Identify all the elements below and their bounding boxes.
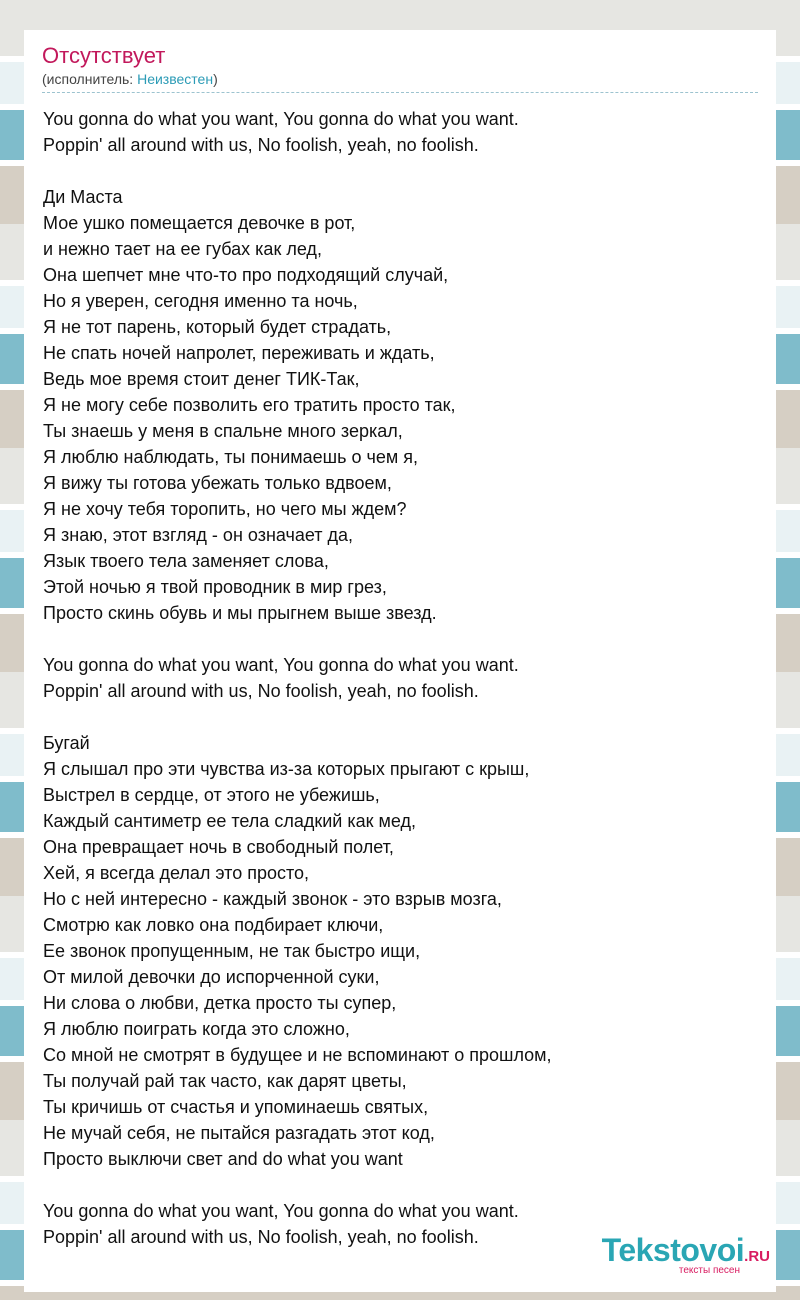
artist-link[interactable]: Неизвестен — [137, 71, 214, 87]
lyric-line: Ты получай рай так часто, как дарят цветы, — [43, 1071, 407, 1091]
lyric-line: Я люблю поиграть когда это сложно, — [43, 1019, 350, 1039]
lyric-line: От милой девочки до испорченной суки, — [43, 967, 380, 987]
lyric-line: Язык твоего тела заменяет слова, — [43, 551, 329, 571]
lyric-line: You gonna do what you want, You gonna do what you want. — [43, 1201, 519, 1221]
lyric-line: Не спать ночей напролет, переживать и ждать, — [43, 343, 435, 363]
site-logo[interactable] — [602, 1234, 770, 1276]
lyric-line: Она шепчет мне что-то про подходящий случай, — [43, 265, 449, 285]
lyric-line: Просто выключи свет and do what you want — [43, 1149, 403, 1169]
lyric-line: Выстрел в сердце, от этого не убежишь, — [43, 785, 380, 805]
lyric-line: Я вижу ты готова убежать только вдвоем, — [43, 473, 392, 493]
lyric-line: Poppin' all around with us, No foolish, yeah, no foolish. — [43, 135, 479, 155]
lyric-line: Просто скинь обувь и мы прыгнем выше звезд. — [43, 603, 437, 623]
lyric-line: Этой ночью я твой проводник в мир грез, — [43, 577, 387, 597]
lyric-line: Я слышал про эти чувства из-за которых прыгают с крыш, — [43, 759, 530, 779]
lyric-line: Хей, я всегда делал это просто, — [43, 863, 310, 883]
logo-domain: .RU — [744, 1248, 770, 1265]
stanza — [43, 652, 759, 704]
logo-wordmark: Tekstovoi — [601, 1232, 745, 1268]
lyric-line: Я знаю, этот взгляд - он означает да, — [43, 525, 354, 545]
lyric-line: Ведь мое время стоит денег ТИК-Так, — [43, 369, 360, 389]
lyric-line: Poppin' all around with us, No foolish, yeah, no foolish. — [43, 681, 479, 701]
song-title: Отсутствует — [42, 43, 166, 68]
stanza — [43, 106, 759, 158]
lyric-line: Ни слова о любви, детка просто ты супер, — [43, 993, 397, 1013]
lyric-line: Я не могу себе позволить его тратить просто так, — [43, 395, 456, 415]
lyric-line: Я люблю наблюдать, ты понимаешь о чем я, — [43, 447, 418, 467]
logo-tagline: тексты песен — [678, 1265, 740, 1276]
lyric-line: Ее звонок пропущенным, не так быстро ищи, — [43, 941, 421, 961]
lyric-line: Смотрю как ловко она подбирает ключи, — [43, 915, 384, 935]
lyric-line: Ты знаешь у меня в спальне много зеркал, — [43, 421, 403, 441]
stanza-label: Ди Маста — [43, 187, 123, 207]
lyric-line: Я не хочу тебя торопить, но чего мы ждем? — [43, 499, 407, 519]
song-header — [42, 42, 758, 93]
artist-prefix: (исполнитель: — [42, 71, 138, 87]
stanza — [43, 730, 759, 1172]
lyric-line: Но я уверен, сегодня именно та ночь, — [43, 291, 358, 311]
lyric-line: Ты кричишь от счастья и упоминаешь святых, — [43, 1097, 429, 1117]
stanza-label: Бугай — [43, 733, 90, 753]
lyric-line: Poppin' all around with us, No foolish, yeah, no foolish. — [43, 1227, 479, 1247]
artist-line — [42, 70, 758, 88]
stanza — [43, 184, 759, 626]
lyric-line: Но с ней интересно - каждый звонок - это взрыв мозга, — [43, 889, 502, 909]
lyric-line: Не мучай себя, не пытайся разгадать этот код, — [43, 1123, 435, 1143]
lyric-line: Каждый сантиметр ее тела сладкий как мед, — [43, 811, 416, 831]
lyric-line: You gonna do what you want, You gonna do what you want. — [43, 109, 519, 129]
lyric-line: Мое ушко помещается девочке в рот, — [43, 213, 356, 233]
lyric-line: Со мной не смотрят в будущее и не вспоминают о прошлом, — [43, 1045, 552, 1065]
lyric-line: Она превращает ночь в свободный полет, — [43, 837, 394, 857]
lyric-line: You gonna do what you want, You gonna do what you want. — [43, 655, 519, 675]
lyrics-page — [24, 30, 776, 1292]
lyric-line: и нежно тает на ее губах как лед, — [43, 239, 322, 259]
artist-suffix: ) — [213, 71, 218, 87]
lyrics-body — [43, 106, 759, 1276]
lyric-line: Я не тот парень, который будет страдать, — [43, 317, 392, 337]
